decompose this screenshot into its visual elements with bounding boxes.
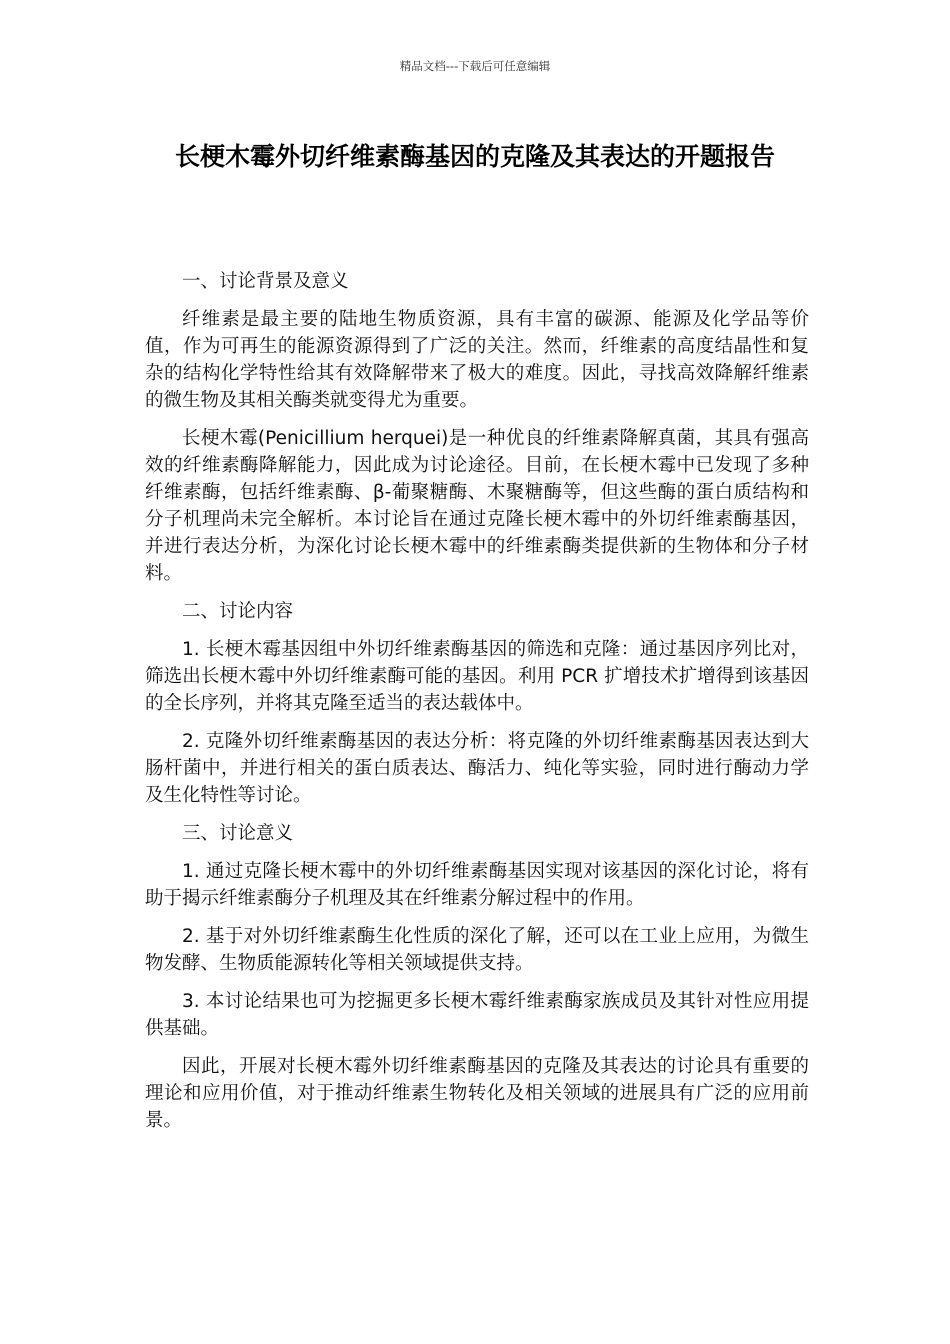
significance-item-1: 1. 通过克隆长梗木霉中的外切纤维素酶基因实现对该基因的深化讨论，将有助于揭示纤维素酶分子机理及其在纤维素分解过程中的作用。 [145, 861, 809, 909]
header-note: 精品文档---下载后可任意编辑 [399, 59, 551, 73]
document-body [145, 268, 809, 1145]
section-heading-significance: 三、讨论意义 [182, 823, 294, 844]
content-item-1: 1. 长梗木霉基因组中外切纤维素酶基因的筛选和克隆：通过基因序列比对，筛选出长梗木霉中外切纤维素酶可能的基因。利用 PCR 扩增技术扩增得到该基因的全长序列，并将其克隆至适当的表达载体中。 [145, 639, 809, 714]
document-title: 长梗木霉外切纤维素酶基因的克隆及其表达的开题报告 [174, 142, 775, 171]
conclusion-paragraph: 因此，开展对长梗木霉外切纤维素酶基因的克隆及其表达的讨论具有重要的理论和应用价值，对于推动纤维素生物转化及相关领域的进展具有广泛的应用前景。 [145, 1056, 809, 1131]
significance-item-3: 3. 本讨论结果也可为挖掘更多长梗木霉纤维素酶家族成员及其针对性应用提供基础。 [145, 991, 809, 1039]
paragraph-penicillium-intro: 长梗木霉(Penicillium herquei)是一种优良的纤维素降解真菌，其具有强高效的纤维素酶降解能力，因此成为讨论途径。目前，在长梗木霉中已发现了多种纤维素酶，包括纤维素酶、β-葡聚糖酶、木聚糖酶等，但这些酶的蛋白质结构和分子机理尚未完全解析。本讨论旨在通过克隆长梗木霉中的外切纤维素酶基因，并进行表达分析，为深化讨论长梗木霉中的纤维素酶类提供新的生物体和分子材料。 [145, 428, 809, 584]
paragraph-cellulose-intro: 纤维素是最主要的陆地生物质资源，具有丰富的碳源、能源及化学品等价值，作为可再生的能源资源得到了广泛的关注。然而，纤维素的高度结晶性和复杂的结构化学特性给其有效降解带来了极大的难度。因此，寻找高效降解纤维素的微生物及其相关酶类就变得尤为重要。 [145, 309, 809, 411]
significance-item-2: 2. 基于对外切纤维素酶生化性质的深化了解，还可以在工业上应用，为微生物发酵、生物质能源转化等相关领域提供支持。 [145, 926, 809, 974]
section-heading-content: 二、讨论内容 [182, 601, 294, 622]
content-item-2: 2. 克隆外切纤维素酶基因的表达分析：将克隆的外切纤维素酶基因表达到大肠杆菌中，并进行相关的蛋白质表达、酶活力、纯化等实验，同时进行酶动力学及生化特性等讨论。 [145, 731, 809, 806]
section-heading-background: 一、讨论背景及意义 [182, 271, 349, 292]
